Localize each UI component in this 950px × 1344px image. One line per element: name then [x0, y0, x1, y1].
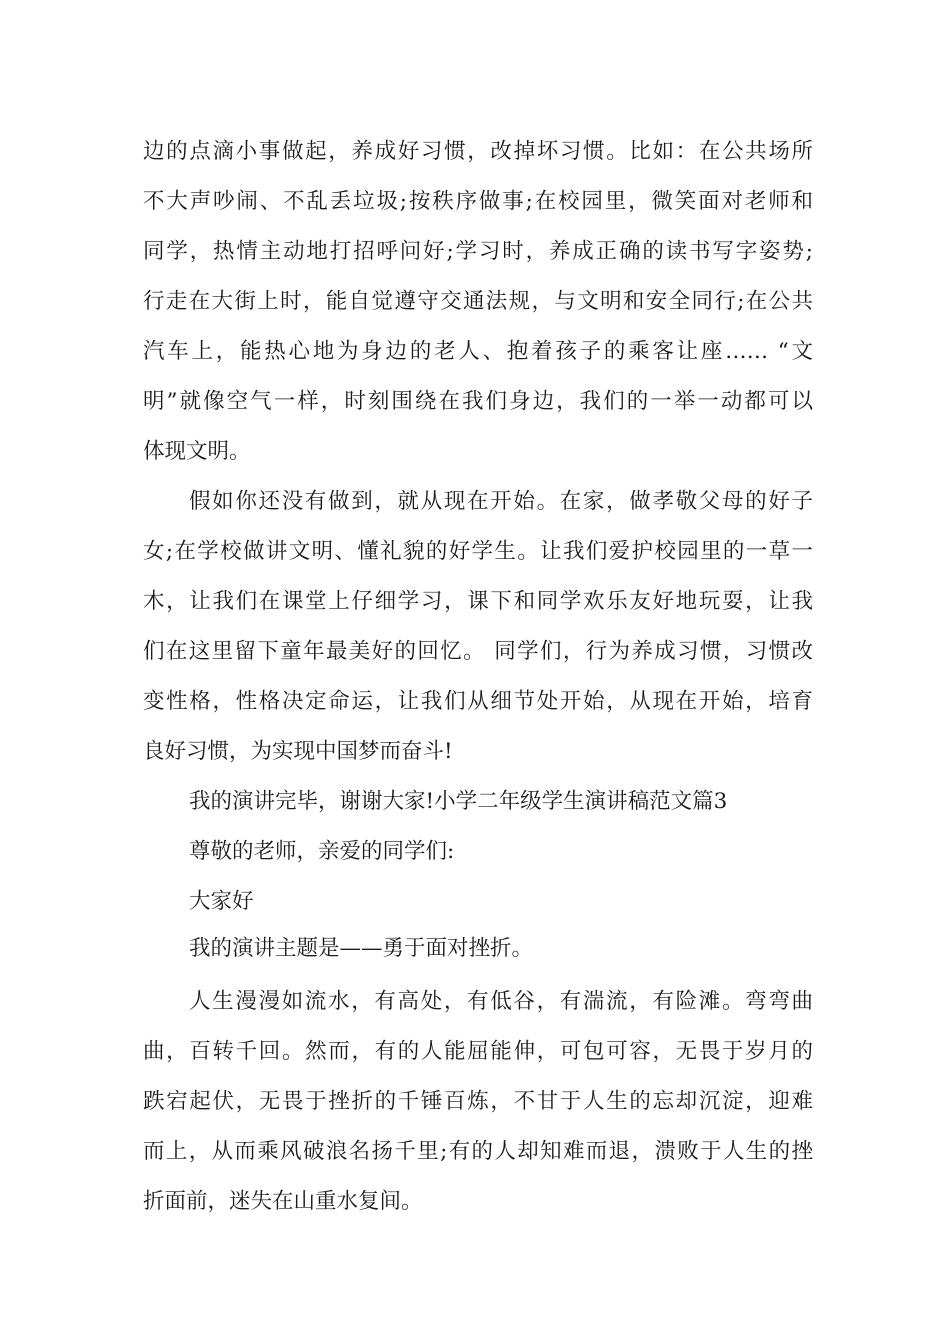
paragraph-line: 行走在大街上时，能自觉遵守交通法规，与文明和安全同行;在公共 — [143, 289, 813, 314]
paragraph-line: 曲，百转千回。然而，有的人能屈能伸，可包可容，无畏于岁月的 — [143, 1039, 813, 1064]
greeting: 大家好 — [189, 889, 254, 914]
paragraph-line: 体现文明。 — [143, 439, 251, 464]
paragraph-line: 同学，热情主动地打招呼问好;学习时，养成正确的读书写字姿势; — [143, 239, 813, 264]
paragraph-line: 而上，从而乘风破浪名扬千里;有的人却知难而退，溃败于人生的挫 — [143, 1139, 813, 1164]
paragraph-line: 折面前，迷失在山重水复间。 — [143, 1189, 423, 1214]
paragraph-line: 良好习惯，为实现中国梦而奋斗! — [143, 739, 453, 764]
paragraph-line: 假如你还没有做到，就从现在开始。在家，做孝敬父母的好子 — [189, 489, 813, 514]
paragraph-line: 木，让我们在课堂上仔细学习，课下和同学欢乐友好地玩耍，让我 — [143, 589, 813, 614]
paragraph-line: 不大声吵闹、不乱丢垃圾;按秩序做事;在校园里，微笑面对老师和 — [143, 189, 813, 214]
paragraph-line: 边的点滴小事做起，养成好习惯，改掉坏习惯。比如：在公共场所 — [143, 139, 813, 164]
paragraph-line: 们在这里留下童年最美好的回忆。 同学们，行为养成习惯，习惯改 — [143, 639, 813, 664]
paragraph-line: 变性格，性格决定命运，让我们从细节处开始，从现在开始，培育 — [143, 689, 813, 714]
topic-line: 我的演讲主题是——勇于面对挫折。 — [189, 936, 534, 961]
paragraph-line: 人生漫漫如流水，有高处，有低谷，有湍流，有险滩。弯弯曲 — [189, 989, 813, 1014]
salutation: 尊敬的老师，亲爱的同学们: — [189, 839, 455, 864]
closing-line: 我的演讲完毕，谢谢大家!小学二年级学生演讲稿范文篇3 — [189, 789, 728, 814]
paragraph-line: 女;在学校做讲文明、懂礼貌的好学生。让我们爱护校园里的一草一 — [143, 539, 813, 564]
paragraph-line: 汽车上，能热心地为身边的老人、抱着孩子的乘客让座…… “文 — [143, 339, 813, 364]
paragraph-line: 明”就像空气一样，时刻围绕在我们身边，我们的一举一动都可以 — [143, 389, 813, 414]
paragraph-line: 跌宕起伏，无畏于挫折的千锤百炼，不甘于人生的忘却沉淀，迎难 — [143, 1089, 813, 1114]
